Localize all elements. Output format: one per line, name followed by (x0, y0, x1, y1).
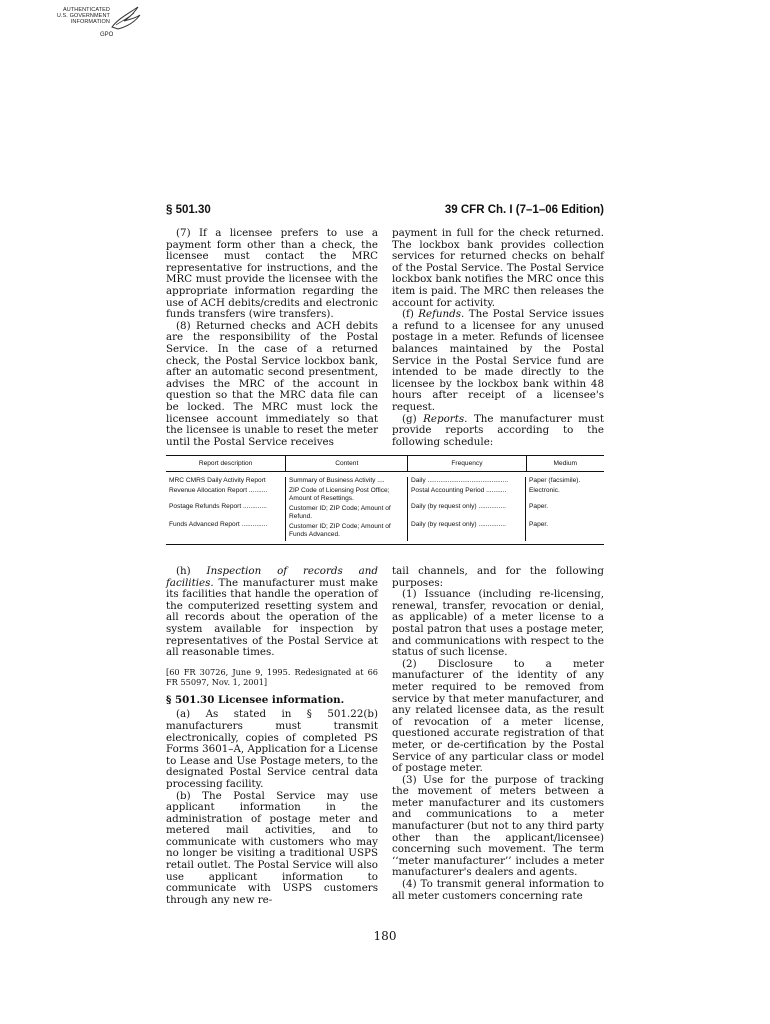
header-frequency: Frequency (408, 456, 526, 471)
eagle-icon (108, 5, 142, 35)
paragraph-g: (g) Reports. The manufacturer must provide reports according to the following schedule: (392, 412, 604, 448)
header-medium: Medium (553, 459, 577, 467)
section-number: § 501.30 (166, 204, 211, 216)
table-cell: Summary of Business Activity .... (289, 477, 385, 484)
column-content (286, 477, 408, 541)
paragraph-3: (3) Use for the purpose of tracking the movement of meters between a meter manufacturer and its customers and communications to a meter manufacturer (but not to any third party other than the applicant/licensee) concerning such movement. The term ‘‘meter manufacturer’’ includes a meter manufacturer's dealers and agents. (392, 773, 604, 879)
table-cell: Daily ............................................ (411, 477, 509, 484)
running-header (166, 204, 604, 218)
paragraph-8: (8) Returned checks and ACH debits are the responsibility of the Postal Service. In the case of a returned check, the Postal Service lockbox bank, after an automatic second presentment, advises the MRC of the account in question so that the MRC data file can be locked. The MRC must lock the licensee account immediately so that the licensee is unable to reset the meter until the Postal Service receives (166, 319, 378, 448)
table-cell: Daily (by request only) ............... (411, 503, 506, 510)
table-cell: MRC CMRS Daily Activity Report (169, 477, 266, 484)
paragraph-b: (b) The Postal Service may use applicant information in the administration of postage meter and metered mail activities, and to communicate with customers who may no longer be visiting a traditional USPS retail outlet. The Postal Service will also use applicant information to communicate with USPS customers through any new re- (166, 789, 378, 906)
top-right-column (392, 228, 604, 448)
cfr-title: 39 CFR Ch. I (7–1–06 Edition) (444, 204, 604, 216)
table-cell: ZIP Code of Licensing Post Office; Amount of Resettings. (289, 487, 390, 502)
reports-table (166, 455, 604, 545)
top-left-column (166, 228, 378, 448)
table-cell: Customer ID; ZIP Code; Amount of Refund. (289, 505, 391, 520)
bottom-right-column (392, 566, 604, 902)
paragraph-h: (h) Inspection of records and facilities. The manufacturer must make its facilities that handle the operation of the computerized resetting system and all records about the operation of the system available for inspection by representatives of the Postal Service at all reasonable times. (166, 565, 378, 659)
reports-heading: Reports. (423, 412, 468, 425)
refunds-heading: Refunds. (418, 308, 465, 321)
source-citation: [60 FR 30726, June 9, 1995. Redesignated at 66 FR 55097, Nov. 1, 2001] (166, 666, 378, 687)
gpo-authentication-seal (56, 5, 141, 47)
paragraph-a: (a) As stated in § 501.22(b) manufacturers must transmit electronically, copies of completed PS Forms 3601–A, Application for a License to Lease and Use Postage meters, to the designated Postal Service central data processing facility. (166, 708, 378, 790)
section-heading: § 501.30 Licensee information. (166, 693, 345, 706)
header-content: Content (286, 456, 408, 471)
paragraph-1: (1) Issuance (including re-licensing, renewal, transfer, revocation or denial, as applicable) of a meter license to a postal patron that uses a postage meter, and communications with respect to the status of such license. (392, 588, 604, 659)
table-cell: Paper (facsimile). (529, 477, 581, 484)
bottom-left-column (166, 566, 378, 906)
gpo-mark: GPO (100, 32, 114, 38)
table-cell: Paper. (529, 503, 549, 510)
seal-text: AUTHENTICATED U.S. GOVERNMENT INFORMATION (56, 7, 110, 25)
paragraph-7: (7) If a licensee prefers to use a payment form other than a check, the licensee must contact the MRC representative for instructions, and the MRC must provide the licensee with the appropriate information regarding the use of ACH debits/credits and electronic funds transfers (wire transfers). (166, 227, 378, 321)
inspection-heading: Inspection of records and facilities. (166, 565, 378, 589)
header-report-description: Report description (166, 456, 286, 471)
table-cell: Customer ID; ZIP Code; Amount of Funds Advanced. (289, 523, 391, 538)
paragraph-continued: payment in full for the check returned. The lockbox bank provides collection services for returned checks on behalf of the Postal Service. The Postal Service lockbox bank notifies the MRC once this item is paid. The MRC then releases the account for activity. (392, 227, 604, 309)
table-cell: Postal Accounting Period ........... (411, 487, 507, 494)
table-cell: Postage Refunds Report ............. (169, 503, 267, 510)
column-frequency (408, 477, 526, 541)
table-header-row (166, 456, 604, 472)
table-cell: Funds Advanced Report .............. (169, 521, 268, 528)
table-cell: Paper. (529, 521, 549, 528)
column-medium (526, 477, 604, 541)
paragraph-2: (2) Disclosure to a meter manufacturer of the identity of any meter required to be removed from service by that meter manufacturer, and any related licensee data, as the result of revocation of a meter license, questioned accurate registration of that meter, or de-certification by the Postal Service of any particular class or model of postage meter. (392, 657, 604, 775)
table-body (166, 472, 604, 544)
table-cell: Revenue Allocation Report .......... (169, 487, 268, 494)
paragraph-f: (f) Refunds. The Postal Service issues a refund to a licensee for any unused postage in a meter. Refunds of licensee balances maintained by the Postal Service in the Postal Service fund are intended to be made directly to the licensee by the lockbox bank within 48 hours after receipt of a licensee's request. (392, 308, 605, 413)
table-cell: Daily (by request only) ............... (411, 521, 506, 528)
paragraph-4: (4) To transmit general information to all meter customers concerning rate (392, 878, 604, 902)
page-number: 180 (373, 929, 397, 943)
table-cell: Electronic. (529, 487, 560, 494)
column-description (166, 477, 286, 541)
paragraph-continued: tail channels, and for the following purposes: (392, 565, 604, 589)
